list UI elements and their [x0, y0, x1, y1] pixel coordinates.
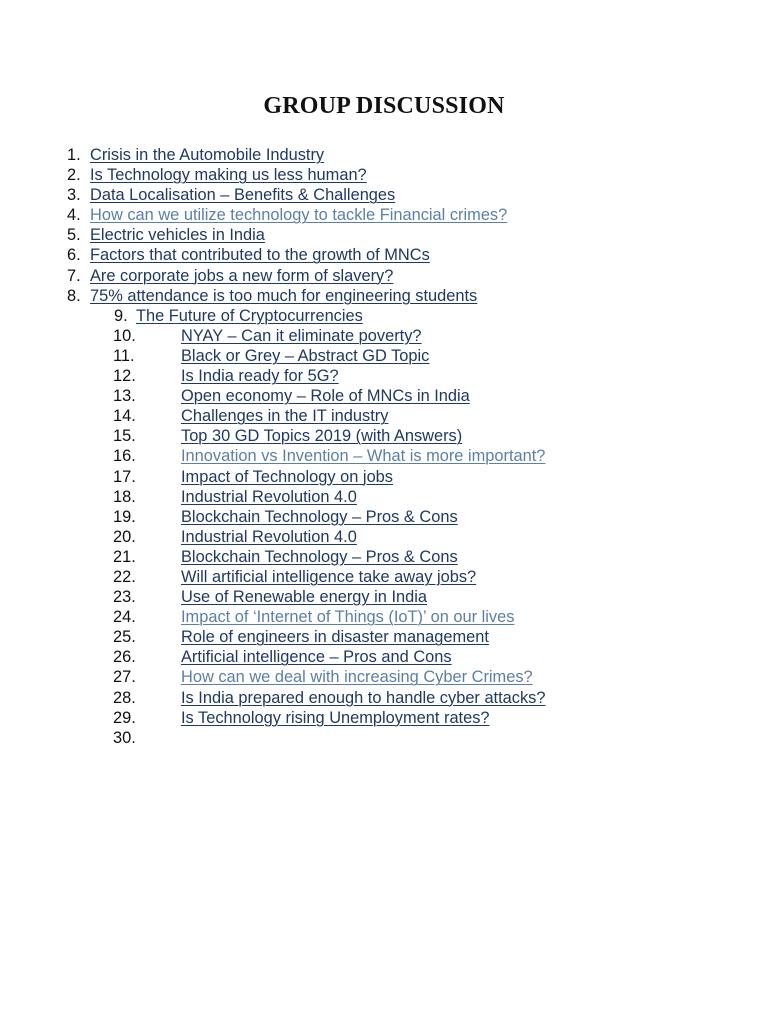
topic-link[interactable]: Challenges in the IT industry [181, 407, 389, 426]
list-item [0, 708, 768, 728]
item-number: 26. [113, 648, 136, 667]
topic-link[interactable]: Impact of ‘Internet of Things (IoT)’ on our lives [181, 608, 515, 627]
item-number: 14. [113, 407, 136, 426]
topic-link[interactable]: Is India ready for 5G? [181, 367, 339, 386]
list-item [0, 145, 768, 165]
list-item [0, 386, 768, 406]
list-item [0, 406, 768, 426]
list-item [0, 547, 768, 567]
list-item [0, 245, 768, 265]
item-number: 2. [67, 166, 81, 185]
topic-link[interactable]: NYAY – Can it eliminate poverty? [181, 326, 422, 345]
list-item [0, 667, 768, 687]
list-item [0, 286, 768, 306]
item-number: 29. [113, 708, 136, 727]
list-item [0, 527, 768, 547]
item-number: 23. [113, 588, 136, 607]
item-number: 19. [113, 507, 136, 526]
topic-link[interactable]: Crisis in the Automobile Industry [90, 146, 325, 164]
item-number: 6. [67, 246, 81, 265]
topic-link[interactable]: Use of Renewable energy in India [181, 588, 428, 607]
list-item [0, 306, 768, 326]
item-number: 15. [113, 427, 136, 446]
topic-link[interactable]: Blockchain Technology – Pros & Cons [181, 547, 458, 566]
topic-link[interactable]: Is Technology making us less human? [90, 166, 367, 185]
list-item [0, 346, 768, 366]
topic-link[interactable]: Blockchain Technology – Pros & Cons [181, 507, 458, 526]
topic-link[interactable]: Artificial intelligence – Pros and Cons [181, 648, 452, 667]
item-number: 13. [113, 387, 136, 406]
item-number: 17. [113, 467, 136, 486]
item-number: 8. [67, 286, 81, 305]
item-number: 16. [113, 447, 136, 466]
item-number: 10. [113, 326, 136, 345]
list-item [0, 567, 768, 587]
list-item [0, 587, 768, 607]
list-item [0, 507, 768, 527]
topic-link[interactable]: Top 30 GD Topics 2019 (with Answers) [181, 427, 463, 446]
topic-link[interactable]: Impact of Technology on jobs [181, 467, 393, 486]
item-number: 21. [113, 547, 136, 566]
topic-link[interactable]: Industrial Revolution 4.0 [181, 527, 357, 546]
topic-link[interactable]: How can we deal with increasing Cyber Crimes? [181, 668, 533, 687]
topic-link[interactable]: Black or Grey – Abstract GD Topic [181, 346, 430, 365]
topic-link[interactable]: 75% attendance is too much for engineering students [90, 286, 478, 305]
list-item [0, 266, 768, 286]
topic-link[interactable]: Innovation vs Invention – What is more important? [181, 447, 546, 466]
list-item [0, 647, 768, 667]
item-number: 18. [113, 487, 136, 506]
topic-link[interactable]: Role of engineers in disaster management [181, 628, 489, 647]
item-number: 12. [113, 367, 136, 386]
topic-link[interactable]: How can we utilize technology to tackle Financial crimes? [90, 206, 508, 225]
item-number: 4. [67, 206, 81, 225]
list-item [0, 467, 768, 487]
item-number: 28. [113, 688, 136, 707]
topic-link[interactable]: Are corporate jobs a new form of slavery? [90, 266, 394, 285]
list-item [0, 225, 768, 245]
list-item [0, 607, 768, 627]
topic-link[interactable]: The Future of Cryptocurrencies [136, 306, 363, 325]
topic-link[interactable]: Data Localisation – Benefits & Challenges [90, 186, 396, 205]
list-item [0, 165, 768, 185]
topic-link[interactable]: Industrial Revolution 4.0 [181, 487, 357, 506]
topic-list [0, 145, 768, 748]
list-item [0, 326, 768, 346]
list-item [0, 426, 768, 446]
item-number: 9. [114, 306, 128, 325]
list-item [0, 205, 768, 225]
list-item [0, 446, 768, 466]
list-item [0, 487, 768, 507]
topic-link[interactable]: Is India prepared enough to handle cyber attacks? [181, 688, 546, 707]
item-number: 11. [113, 346, 135, 365]
item-number: 3. [67, 186, 81, 205]
list-item [0, 627, 768, 647]
item-number: 5. [67, 226, 81, 245]
topic-link[interactable]: Electric vehicles in India [90, 226, 265, 245]
item-number: 27. [113, 668, 136, 687]
topic-link[interactable]: Is Technology rising Unemployment rates? [181, 708, 490, 727]
item-number: 30. [113, 728, 136, 747]
list-item [0, 185, 768, 205]
topic-link[interactable]: Open economy – Role of MNCs in India [181, 387, 470, 406]
list-item [0, 688, 768, 708]
list-item [0, 366, 768, 386]
item-number: 22. [113, 567, 136, 586]
list-item [0, 728, 768, 748]
topic-link[interactable]: Factors that contributed to the growth of MNCs [90, 246, 430, 265]
topic-link[interactable]: Will artificial intelligence take away jobs? [181, 567, 477, 586]
item-number: 25. [113, 628, 136, 647]
item-number: 7. [67, 266, 81, 285]
page-title: GROUP DISCUSSION [263, 93, 505, 119]
item-number: 1. [67, 146, 81, 164]
item-number: 24. [113, 608, 136, 627]
item-number: 20. [113, 527, 136, 546]
